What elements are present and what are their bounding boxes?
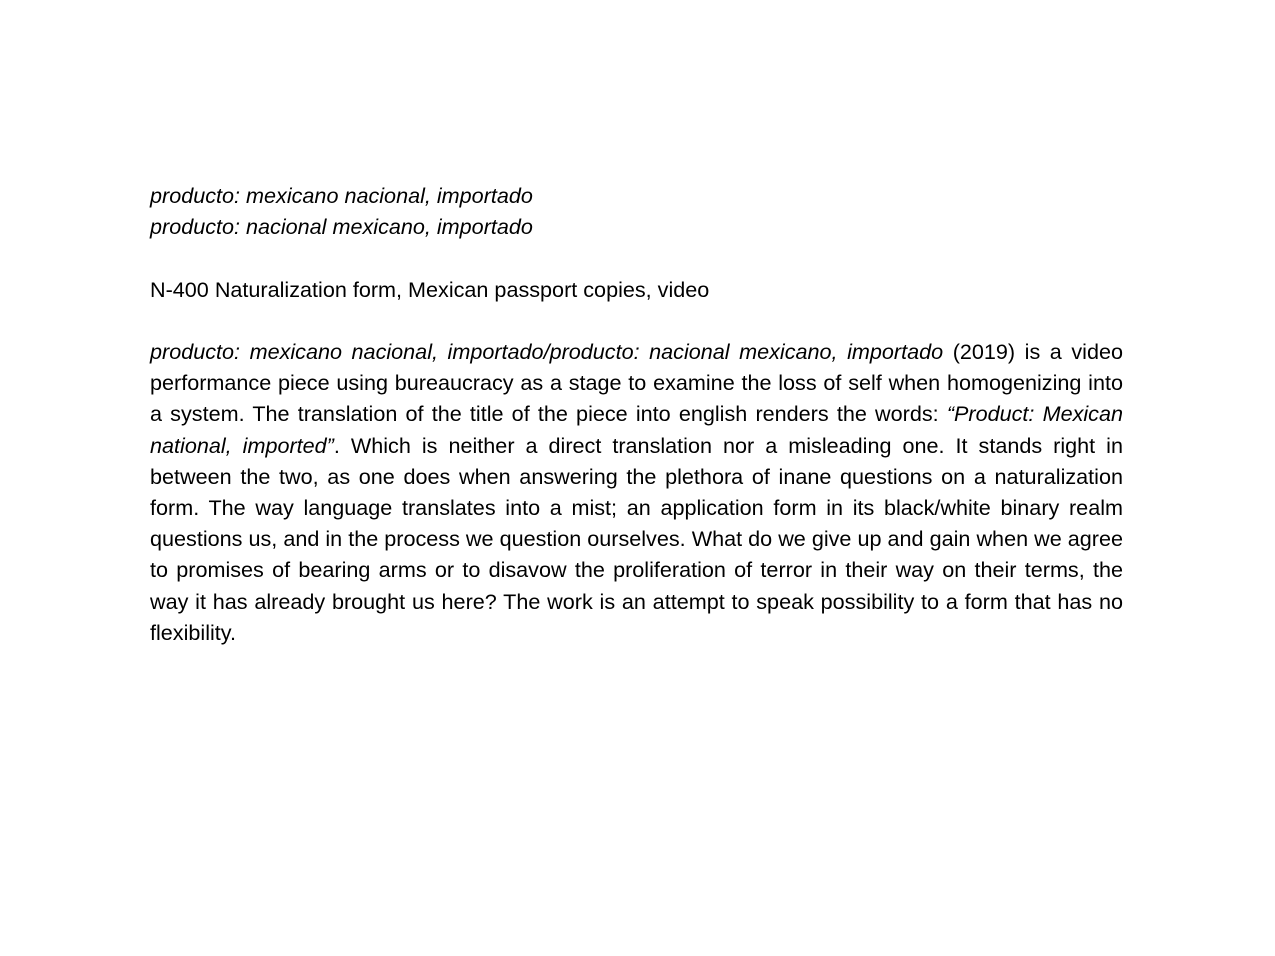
title-line-1: producto: mexicano nacional, importado — [150, 183, 533, 208]
materials-line: N-400 Naturalization form, Mexican passport copies, video — [150, 276, 710, 302]
statement-title: producto: mexicano nacional, importado/producto: nacional mexicano, importado — [150, 338, 944, 364]
document-body — [150, 180, 1123, 648]
statement-text-1: (2019) is a video performance piece using bureaucracy as a stage to examine the loss of self when homogenizing into a system. The translation of the title of the piece into english renders the words: — [150, 338, 1123, 427]
spacer — [150, 242, 1123, 273]
statement-text-2: . Which is neither a direct translation nor a misleading one. It stands right in between the two, as one does when answering the plethora of inane questions on a naturalization form. The way language translates into a mist; an application form in its black/white binary realm questions us, and in the process we question ourselves. What do we give up and gain when we agree to promises of bearing arms or to disavow the proliferation of terror in their way on their terms, the way it has already brought us here? The work is an attempt to speak possibility to a form that has no flexibility. — [150, 432, 1123, 645]
title-line-2: producto: nacional mexicano, importado — [150, 214, 533, 240]
statement-quote: “Product: Mexican national, imported” — [150, 401, 1124, 458]
artist-statement — [150, 336, 1123, 648]
spacer — [150, 305, 1123, 336]
